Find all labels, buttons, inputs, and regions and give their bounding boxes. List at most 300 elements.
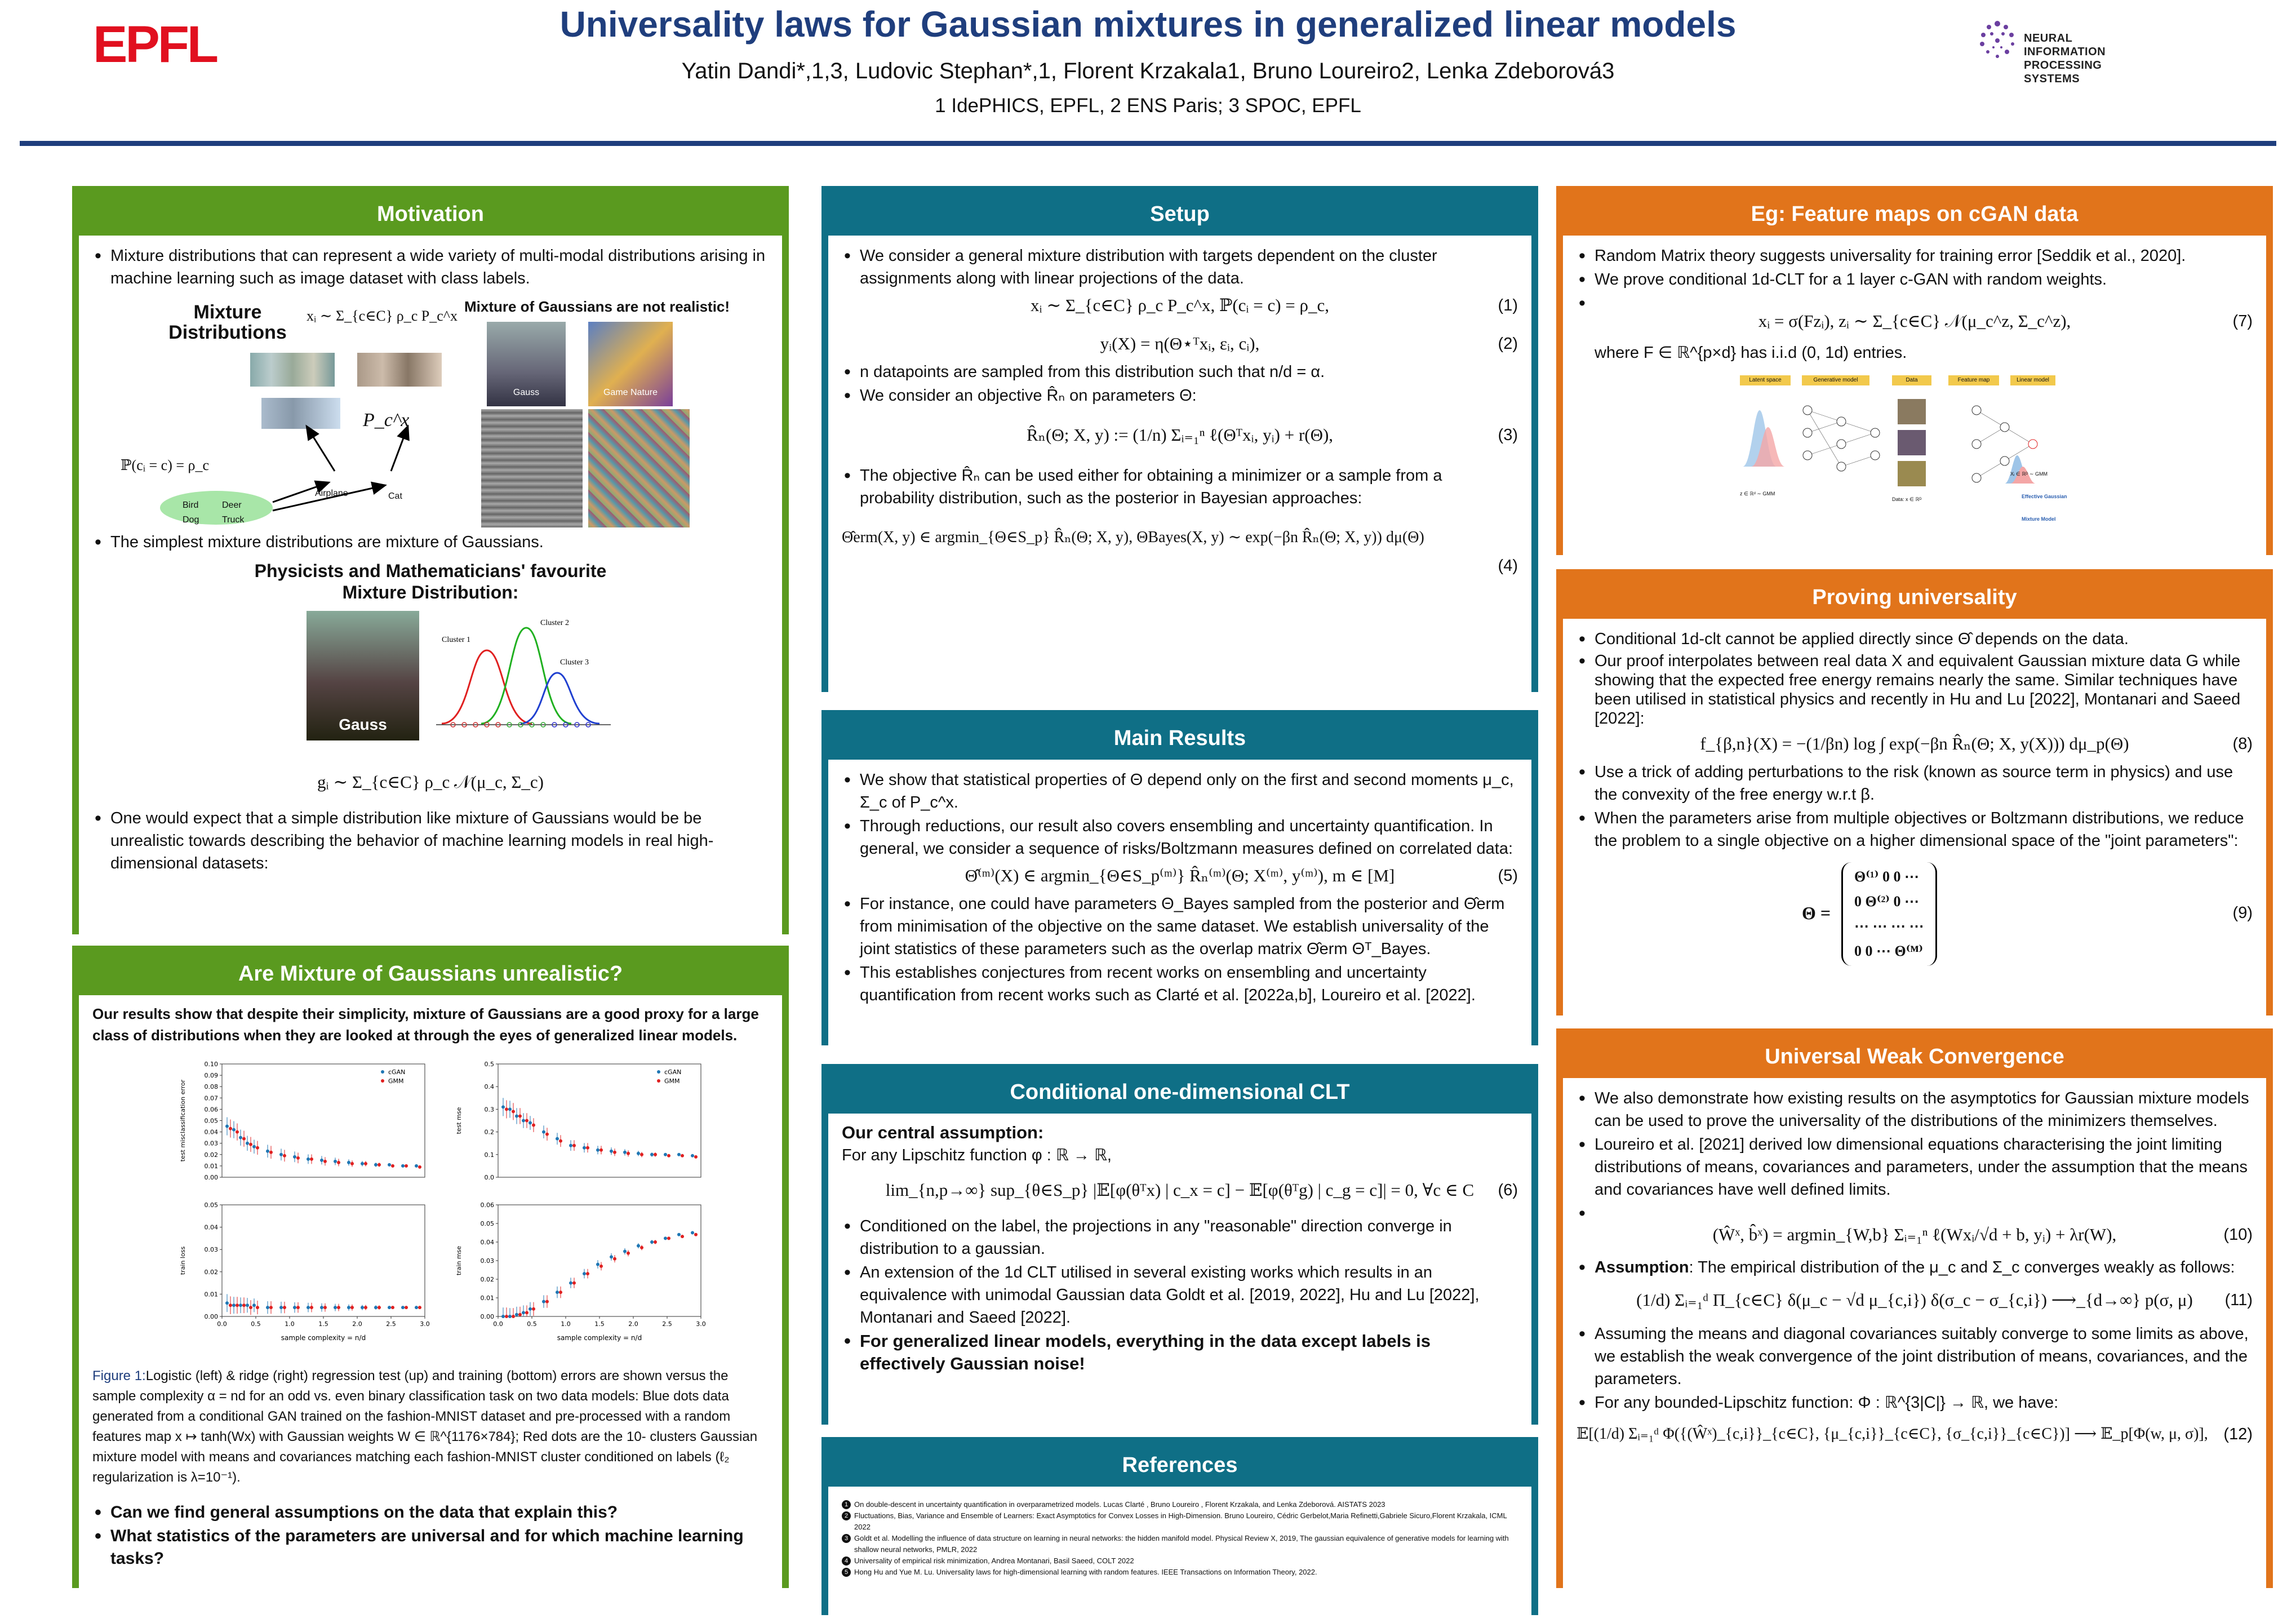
neurips-logo — [1972, 12, 2152, 85]
figure-caption — [92, 1366, 769, 1488]
data-point — [681, 1154, 684, 1158]
data-point — [296, 1156, 300, 1160]
eq-number: (10) — [2223, 1226, 2253, 1244]
data-point — [522, 1119, 525, 1123]
data-point — [664, 1153, 667, 1156]
eq-number: (5) — [1498, 867, 1518, 885]
legend-label: cGAN — [388, 1068, 406, 1076]
cluster-label: Cluster 2 — [540, 619, 569, 627]
x-tick-label: 1.0 — [285, 1320, 295, 1328]
data-point — [542, 1130, 545, 1134]
bullet: • Our proof interpolates between real data X and equivalent Gaussian mixture data G while showing that the expected free energy remains nearly the same. Similar techniques have been utilised in statistical physics and recently in Hu and Lu [2022], Montanari and Saeed [2022]: — [1576, 651, 2253, 728]
reference-text: Goldt et al. Modelling the influence of data structure on learning in neural networks: the hidden manifold model. Physical Review X, 2019, The gaussian equivalence of generative models for learning with shallow neural networks, PMLR, 2022 — [854, 1534, 1509, 1554]
data-point — [599, 1265, 603, 1268]
bullet: • For instance, one could have parameters Θ_Bayes sampled from the posterior and Θ̂erm from minimisation of the objective on the same dataset. We establish universality of the joint statistics of these parameters such as the overlap matrix Θ̂erm Θᵀ_Bayes. — [842, 893, 1518, 960]
data-point — [637, 1244, 640, 1248]
bullet: • Assuming the means and diagonal covariances suitably converge to some limits as above, we establish the weak convergence of the joint distribution of means, covariances, and the parameters. — [1576, 1323, 2253, 1390]
poster-authors: Yatin Dandi*,1,3, Ludovic Stephan*,1, Florent Krzakala1, Bruno Loureiro2, Lenka Zdeborová3 — [681, 59, 1615, 83]
plot-frame — [498, 1205, 701, 1316]
eq-number: (7) — [2232, 312, 2253, 330]
data-point — [583, 1272, 586, 1275]
bullet: • Random Matrix theory suggests universality for training error [Seddik et al., 2020]. — [1576, 245, 2253, 267]
data-point — [691, 1231, 694, 1235]
data-point — [529, 1307, 532, 1311]
panel-main-results — [821, 710, 1538, 1045]
y-axis-label: train loss — [179, 1246, 186, 1275]
panel-title: Conditional one-dimensional CLT — [828, 1071, 1531, 1114]
data-point — [334, 1160, 337, 1163]
results-figure — [92, 1057, 769, 1362]
bullet: • We prove conditional 1d-CLT for a 1 layer c-GAN with random weights. — [1576, 268, 2253, 291]
data-point — [569, 1144, 572, 1147]
data-point — [596, 1148, 599, 1152]
legend-marker — [381, 1070, 384, 1074]
caption-label: Figure 1: — [92, 1368, 146, 1383]
data-point — [508, 1107, 512, 1111]
eq-body: lim_{n,p→∞} sup_{θ∈S_p} |𝔼[φ(θᵀx) | c_x = c] − 𝔼[φ(θᵀg) | c_g = c]| = 0, ∀c ∈ C — [885, 1180, 1475, 1200]
data-point — [613, 1257, 616, 1261]
data-point — [374, 1163, 378, 1167]
data-point — [256, 1306, 259, 1309]
class-label: Deer — [222, 500, 242, 510]
data-point — [681, 1235, 684, 1238]
y-tick-label: 0.03 — [204, 1246, 218, 1254]
data-point — [415, 1164, 418, 1168]
data-point — [252, 1145, 256, 1148]
data-point — [545, 1300, 549, 1303]
data-point — [296, 1306, 300, 1309]
y-tick-label: 0.3 — [484, 1106, 494, 1114]
cluster-label: Cluster 3 — [560, 658, 589, 667]
data-point — [391, 1164, 394, 1168]
data-point — [623, 1250, 627, 1253]
eq-body: (1/d) Σᵢ₌₁ᵈ Π_{c∈C} δ(μ_c − √d μ_{c,i}) δ(σ_c − σ_{c,i}) ⟶_{d→∞} p(σ, μ) — [1636, 1290, 2193, 1310]
equation-11 — [1576, 1289, 2253, 1312]
data-point — [569, 1281, 572, 1285]
y-tick-label: 0.04 — [480, 1239, 494, 1246]
plot-frame — [222, 1205, 425, 1316]
data-point — [283, 1154, 286, 1158]
data-point — [518, 1313, 522, 1316]
reference-text: Hong Hu and Yue M. Lu. Universality laws for high-dimensional learning with random features. IEEE Transactions on Information Theory, 2022. — [854, 1568, 1317, 1576]
eq-number: (1) — [1498, 296, 1518, 314]
equation-6 — [842, 1179, 1518, 1203]
y-tick-label: 0.04 — [204, 1128, 218, 1136]
data-point — [418, 1306, 421, 1309]
reference-item: 4 Universality of empirical risk minimization, Andrea Montanari, Basil Saeed, COLT 2022 — [842, 1555, 1518, 1567]
data-point — [334, 1306, 337, 1309]
bullet: • We show that statistical properties of Θ depend only on the first and second moments μ_c, Σ_c of P_c^x. — [842, 769, 1518, 814]
poster-affiliations: 1 IdePHICS, EPFL, 2 ENS Paris; 3 SPOC, EPFL — [935, 95, 1361, 117]
data-point — [378, 1163, 381, 1167]
data-point — [239, 1136, 242, 1139]
eq-number: (6) — [1498, 1181, 1518, 1199]
data-point — [307, 1158, 310, 1161]
y-tick-label: 0.01 — [204, 1162, 218, 1170]
data-point — [310, 1306, 313, 1309]
y-tick-label: 0.10 — [204, 1061, 218, 1068]
eq-body: (Ŵˣ, b̂ˣ) = argmin_{W,b} Σᵢ₌₁ⁿ ℓ(Wxᵢ/√d + b, yᵢ) + λr(W), — [1712, 1225, 2117, 1244]
equation-8 — [1576, 733, 2253, 756]
assumption-text: : The empirical distribution of the μ_c and Σ_c converges weakly as follows: — [1689, 1258, 2235, 1276]
bullet: • Use a trick of adding perturbations to the risk (known as source term in physics) and use the convexity of the free energy w.r.t β. — [1576, 761, 2253, 806]
bullet: • We also demonstrate how existing results on the asymptotics for Gaussian mixture models can be used to prove the universality of the distributions of the minimizers themselves. — [1576, 1087, 2253, 1132]
data-point — [225, 1301, 229, 1305]
data-point — [256, 1146, 259, 1150]
assumption-heading: Our central assumption: — [842, 1123, 1044, 1142]
equation-1 — [842, 294, 1518, 318]
data-point — [691, 1154, 694, 1158]
data-point — [667, 1236, 670, 1240]
bullet: • This establishes conjectures from recent works on ensembling and uncertainty quantification from recent works such as Clarté et al. [2022a,b], Loureiro et al. [2022]. — [842, 961, 1518, 1006]
x-tick-label: 2.5 — [386, 1320, 396, 1328]
portrait-label: Gauss — [513, 388, 540, 397]
data-point — [401, 1164, 405, 1168]
matrix-row: Θ⁽¹⁾ 0 0 ⋯ — [1854, 868, 1920, 885]
data-point — [229, 1127, 232, 1130]
eq-body: Θ̂erm(X, y) ∈ argmin_{Θ∈S_p} R̂ₙ(Θ; X, y), ΘBayes(X, y) ∼ exp(−βn R̂ₙ(Θ; X, y)) dμ(Θ) — [842, 529, 1424, 546]
bullet: • For any bounded-Lipschitz function: Φ : ℝ^{3|C|} → ℝ, we have: — [1576, 1391, 2253, 1414]
data-point — [586, 1146, 589, 1150]
prob-label: ℙ(cᵢ = c) = ρ_c — [121, 457, 210, 473]
gaussian-samples-grid — [481, 409, 583, 527]
y-tick-label: 0.4 — [484, 1083, 494, 1091]
data-point — [242, 1137, 246, 1141]
legend-label: GMM — [388, 1077, 404, 1085]
bullet: • One would expect that a simple distribution like mixture of Gaussians would be be unrealistic towards describing the behavior of machine learning models in real high-dimensional datasets: — [92, 807, 769, 875]
data-point — [501, 1315, 505, 1318]
data-point — [320, 1306, 323, 1309]
natural-samples-grid — [588, 409, 690, 527]
lead-text: Our results show that despite their simplicity, mixture of Gaussians are a good proxy for a large class of distributions when they are looked at through the eyes of generalized linear models. — [92, 1005, 759, 1044]
panel-weak-convergence — [1556, 1028, 2273, 1588]
panel-setup — [821, 186, 1538, 692]
data-point — [512, 1110, 515, 1113]
data-point — [596, 1263, 599, 1266]
eq-body: Θ̂⁽ᵐ⁾(X) ∈ argmin_{Θ∈S_p⁽ᵐ⁾} R̂ₙ⁽ᵐ⁾(Θ; X⁽ᵐ⁾, y⁽ᵐ⁾), m ∈ [M] — [965, 866, 1395, 885]
data-point — [242, 1303, 246, 1307]
data-point — [667, 1154, 670, 1158]
data-point — [677, 1153, 681, 1156]
data-point — [529, 1121, 532, 1125]
data-point — [364, 1306, 367, 1309]
bullet — [1576, 1202, 2253, 1219]
data-point — [664, 1236, 667, 1240]
equation-10 — [1576, 1223, 2253, 1247]
reference-text: Universality of empirical risk minimization, Andrea Montanari, Basil Saeed, COLT 2022 — [854, 1557, 1134, 1565]
panel-title: Setup — [828, 193, 1531, 236]
data-point — [512, 1315, 515, 1318]
data-point — [545, 1133, 549, 1136]
y-tick-label: 0.02 — [480, 1276, 494, 1283]
data-point — [232, 1128, 236, 1132]
data-point — [323, 1160, 327, 1163]
panel-title: Proving universality — [1563, 576, 2266, 619]
eq-body: 𝔼[(1/d) Σᵢ₌₁ᵈ Φ({(Ŵˣ)_{c,i}}_{c∈C}, {μ_{c,i}}_{c∈C}, {σ_{c,i}}_{c∈C})] ⟶ 𝔼_p[Φ(w, μ, σ)], — [1576, 1425, 2208, 1443]
data-point — [627, 1252, 630, 1255]
data-point — [525, 1119, 529, 1123]
fig2-title: Physicists and Mathematicians' favourite Mixture Distribution: — [254, 561, 607, 602]
x-tick-label: 3.0 — [420, 1320, 430, 1328]
reference-item: 3 Goldt et al. Modelling the influence of data structure on learning in neural networks: the hidden manifold model. Physical Review X, 2019, The gaussian equivalence of generative models for learning with shallow neural networks, PMLR, 2022 — [842, 1533, 1518, 1555]
data-point — [694, 1155, 698, 1159]
legend-marker — [657, 1070, 660, 1074]
data-point — [572, 1281, 576, 1285]
panel-title: Main Results — [828, 717, 1531, 760]
x-tick-label: 1.5 — [594, 1320, 605, 1328]
plot-logistic-test — [177, 1057, 436, 1190]
data-point — [361, 1306, 364, 1309]
y-tick-label: 0.2 — [484, 1128, 494, 1136]
y-axis-label: test misclassification error — [179, 1079, 186, 1162]
caption-text: Logistic (left) & ridge (right) regression test (up) and training (bottom) errors are shown versus the sample complexity α = nd for an odd vs. even binary classification task on two data models: Blue dots data generated from a conditional GAN trained on the fashion-MNIST dataset and pre-processed with a random features map x ↦ tanh(Wx) with Gaussian weights W ∈ ℝ^{1176×784}; Red dots are the 10- clusters Gaussian mixture model with means and covariances matching each fashion-MNIST cluster conditioned on labels (ℓ₂ regularization is λ=10⁻¹). — [92, 1368, 758, 1485]
eq-body: f_{β,n}(X) = −(1/βn) log ∫ exp(−βn R̂ₙ(Θ; X, y(X))) dμ_p(Θ) — [1700, 734, 2129, 753]
panel-proving — [1556, 569, 2273, 1016]
gaussian-figure — [92, 555, 769, 757]
bullet — [1576, 1256, 2253, 1279]
data-point — [556, 1137, 559, 1141]
data-point — [637, 1152, 640, 1155]
diagram-label: z ∈ ℝᵈ ∼ GMM — [1740, 491, 1775, 496]
data-point — [418, 1165, 421, 1169]
data-point — [279, 1306, 283, 1309]
y-tick-label: 0.00 — [480, 1313, 494, 1320]
eq-body: yᵢ(X) = η(Θ⋆ᵀxᵢ, εᵢ, cᵢ), — [1100, 334, 1260, 353]
assumption-label: Our central assumption — [842, 1123, 1038, 1142]
equation-5 — [842, 864, 1518, 888]
diagram-label: Latent space — [1740, 375, 1791, 385]
y-tick-label: 0.00 — [204, 1313, 218, 1320]
mixture-label: Mixture Distributions — [168, 301, 287, 343]
data-point — [391, 1306, 394, 1309]
eq-number: (4) — [1498, 557, 1518, 575]
data-point — [364, 1162, 367, 1165]
data-point — [252, 1303, 256, 1307]
data-point — [599, 1148, 603, 1152]
data-point — [239, 1303, 242, 1307]
data-point — [542, 1300, 545, 1303]
data-point — [572, 1144, 576, 1147]
data-point — [654, 1153, 657, 1156]
eq-number: (12) — [2223, 1425, 2253, 1443]
x-tick-label: 0.5 — [251, 1320, 261, 1328]
eq-body: xᵢ ∼ Σ_{c∈C} ρ_c P_c^x, ℙ(cᵢ = c) = ρ_c, — [1031, 295, 1329, 315]
y-tick-label: 0.05 — [204, 1117, 218, 1125]
matrix-row: ⋯ ⋯ ⋯ ⋯ — [1854, 918, 1924, 934]
class-label: Airplane — [315, 489, 348, 498]
y-tick-label: 0.05 — [480, 1220, 494, 1227]
y-tick-label: 0.0 — [484, 1174, 494, 1181]
diagram-label: Linear model — [2010, 375, 2055, 385]
diagram-label: Effective Gaussian Mixture Model — [2022, 494, 2067, 522]
x-tick-label: 2.0 — [352, 1320, 362, 1328]
data-point — [505, 1107, 508, 1111]
data-point — [229, 1303, 232, 1307]
reference-item: 5 Hong Hu and Yue M. Lu. Universality laws for high-dimensional learning with random features. IEEE Transactions on Information Theory, 2022. — [842, 1567, 1518, 1578]
x-tick-label: 0.0 — [217, 1320, 227, 1328]
pc-label: P_c^x — [363, 410, 410, 431]
y-tick-label: 0.08 — [204, 1083, 218, 1091]
y-tick-label: 0.02 — [204, 1268, 218, 1276]
equation-3 — [842, 424, 1518, 447]
cgan-diagram — [1576, 375, 2253, 522]
bullet: • For generalized linear models, everything in the data except labels is effectively Gaussian noise! — [842, 1330, 1518, 1375]
y-tick-label: 0.03 — [480, 1257, 494, 1265]
assumption-label: Assumption — [1595, 1258, 1689, 1276]
x-tick-label: 2.5 — [662, 1320, 672, 1328]
y-tick-label: 0.01 — [204, 1291, 218, 1298]
data-point — [640, 1246, 643, 1249]
legend-label: cGAN — [664, 1068, 682, 1076]
equation-9 — [1576, 857, 2253, 969]
data-point — [388, 1306, 391, 1309]
x-tick-label: 1.5 — [318, 1320, 328, 1328]
eq-number: (3) — [1498, 426, 1518, 444]
data-point — [249, 1306, 252, 1309]
data-point — [613, 1151, 616, 1154]
eq-number: (9) — [2232, 904, 2253, 922]
gaussian-clusters-plot — [436, 617, 622, 746]
data-point — [405, 1164, 408, 1168]
bullet: • Conditional 1d-clt cannot be applied directly since Θ̂ depends on the data. — [1576, 628, 2253, 650]
data-point — [515, 1114, 518, 1118]
data-point — [269, 1306, 273, 1309]
eq-body: R̂ₙ(Θ; X, y) := (1/n) Σᵢ₌₁ⁿ ℓ(Θᵀxᵢ, yᵢ) + r(Θ), — [1026, 425, 1334, 445]
plot-ridge-test — [453, 1057, 712, 1190]
data-point — [347, 1161, 350, 1164]
equation-2 — [842, 332, 1518, 356]
data-point — [269, 1151, 273, 1154]
legend-marker — [381, 1079, 384, 1083]
data-point — [627, 1152, 630, 1155]
eq-number: (8) — [2232, 735, 2253, 753]
y-tick-label: 0.1 — [484, 1151, 494, 1159]
bullet: • Mixture distributions that can represent a wide variety of multi-modal distributions arising in machine learning such as image dataset with class labels. — [92, 245, 769, 290]
data-point — [225, 1125, 229, 1128]
bullet: • Conditioned on the label, the projections in any "reasonable" direction converge in distribution to a gaussian. — [842, 1215, 1518, 1260]
data-point — [405, 1306, 408, 1309]
data-point — [677, 1233, 681, 1236]
data-point — [650, 1153, 654, 1156]
cluster-label: Cluster 1 — [442, 636, 470, 644]
y-axis-label: train mse — [455, 1245, 463, 1276]
data-point — [307, 1306, 310, 1309]
neurips-dots-icon — [1972, 12, 2023, 69]
diagram-label: Xᵢ ∈ ℝᴰ ∼ GMM — [2010, 471, 2048, 477]
data-point — [388, 1163, 391, 1167]
game-nature-image — [588, 322, 673, 406]
diagram-label: Feature map — [1948, 375, 1999, 385]
reference-item: 1 On double-descent in uncertainty quantification in overparametrized models. Lucas Clarté , Bruno Loureiro , Florent Krzakala, and Lenka Zdeborová. AISTATS 2023 — [842, 1499, 1518, 1510]
data-point — [532, 1307, 535, 1311]
panel-title: References — [828, 1444, 1531, 1487]
data-point — [522, 1311, 525, 1314]
eq-body: xᵢ = σ(Fzᵢ), zᵢ ∼ Σ_{c∈C} 𝒩(μ_c^z, Σ_c^z), — [1758, 311, 2071, 331]
y-tick-label: 0.03 — [204, 1139, 218, 1147]
data-point — [232, 1303, 236, 1307]
bullet: • n datapoints are sampled from this distribution such that n/d = α. — [842, 361, 1518, 383]
eq-number: (2) — [1498, 335, 1518, 353]
data-point — [515, 1313, 518, 1316]
reference-text: On double-descent in uncertainty quantification in overparametrized models. Lucas Clarté , Bruno Loureiro , Florent Krzakala, and Lenka Zdeborová. AISTATS 2023 — [854, 1500, 1385, 1509]
data-point — [532, 1124, 535, 1127]
data-point — [293, 1306, 296, 1309]
diagram-label: Data — [1892, 375, 1931, 385]
reference-item: 2 Fluctuations, Bias, Variance and Ensemble of Learners: Exact Asymptotics for Convex Losses in High-Dimension. Bruno Loureiro, Cédric Gerbelot,Maria Refinetti,Gabriele Sicuro,Florent Krzakala, ICML 2022 — [842, 1510, 1518, 1533]
data-point — [323, 1306, 327, 1309]
data-point — [556, 1291, 559, 1294]
panel-feature-maps — [1556, 186, 2273, 555]
data-point — [694, 1233, 698, 1236]
data-point — [337, 1306, 340, 1309]
data-point — [347, 1306, 350, 1309]
class-label: Truck — [222, 515, 245, 525]
bullet: • We consider an objective R̂ₙ on parameters Θ: — [842, 384, 1518, 407]
data-point — [623, 1151, 627, 1154]
data-point — [310, 1158, 313, 1161]
diagram-label: Generative model — [1802, 375, 1869, 385]
data-point — [610, 1150, 613, 1153]
data-point — [279, 1153, 283, 1156]
data-point — [283, 1306, 286, 1309]
y-tick-label: 0.5 — [484, 1061, 494, 1068]
y-tick-label: 0.06 — [480, 1201, 494, 1209]
not-realistic-label: Mixture of Gaussians are not realistic! — [464, 298, 730, 315]
epfl-logo-text: EPFL — [93, 24, 217, 69]
matrix-row: 0 0 ⋯ Θ⁽ᴹ⁾ — [1854, 943, 1924, 959]
x-tick-label: 0.5 — [527, 1320, 537, 1328]
header-divider — [20, 141, 2276, 146]
legend-label: GMM — [664, 1077, 680, 1085]
mixture-eq: xᵢ ∼ Σ_{c∈C} ρ_c P_c^x — [307, 308, 458, 324]
mixture-figure — [92, 291, 769, 527]
legend-marker — [657, 1079, 660, 1083]
data-point — [505, 1315, 508, 1318]
equation-7 — [1576, 310, 2253, 334]
y-tick-label: 0.04 — [204, 1223, 218, 1231]
data-point — [246, 1142, 249, 1145]
data-point — [559, 1291, 562, 1294]
portrait-label: Game Nature — [603, 388, 658, 397]
reference-text: Fluctuations, Bias, Variance and Ensemble of Learners: Exact Asymptotics for Convex Losses in High-Dimension. Bruno Loureiro, Cédric Gerbelot,Maria Refinetti,Gabriele Sicuro,Florent Krzakala, ICML 2022 — [854, 1511, 1507, 1531]
y-tick-label: 0.02 — [204, 1151, 218, 1159]
data-point — [559, 1139, 562, 1143]
y-tick-label: 0.06 — [204, 1106, 218, 1114]
bullet: • The simplest mixture distributions are mixture of Gaussians. — [92, 531, 769, 553]
y-tick-label: 0.01 — [480, 1294, 494, 1302]
data-point — [640, 1153, 643, 1156]
joint-matrix — [1841, 862, 1937, 966]
panel-motivation — [72, 186, 789, 934]
panel-clt — [821, 1064, 1538, 1425]
y-tick-label: 0.07 — [204, 1094, 218, 1102]
data-point — [236, 1130, 239, 1134]
eq-gaussian-mixture: gᵢ ∼ Σ_{c∈C} ρ_c 𝒩(μ_c, Σ_c) — [317, 772, 544, 792]
question: • What statistics of the parameters are universal and for which machine learning tasks? — [92, 1525, 769, 1570]
data-point — [337, 1161, 340, 1164]
panel-references — [821, 1437, 1538, 1615]
eq-body: Θ = — [1802, 903, 1831, 923]
diagram-label: Data: x ∈ ℝᴰ — [1892, 496, 1922, 502]
data-point — [293, 1155, 296, 1159]
data-point — [320, 1159, 323, 1162]
data-point — [266, 1150, 269, 1153]
data-point — [249, 1143, 252, 1146]
panel-title: Are Mixture of Gaussians unrealistic? — [79, 952, 782, 995]
equation-4 — [842, 526, 1518, 550]
y-tick-label: 0.09 — [204, 1072, 218, 1080]
data-point — [236, 1303, 239, 1307]
